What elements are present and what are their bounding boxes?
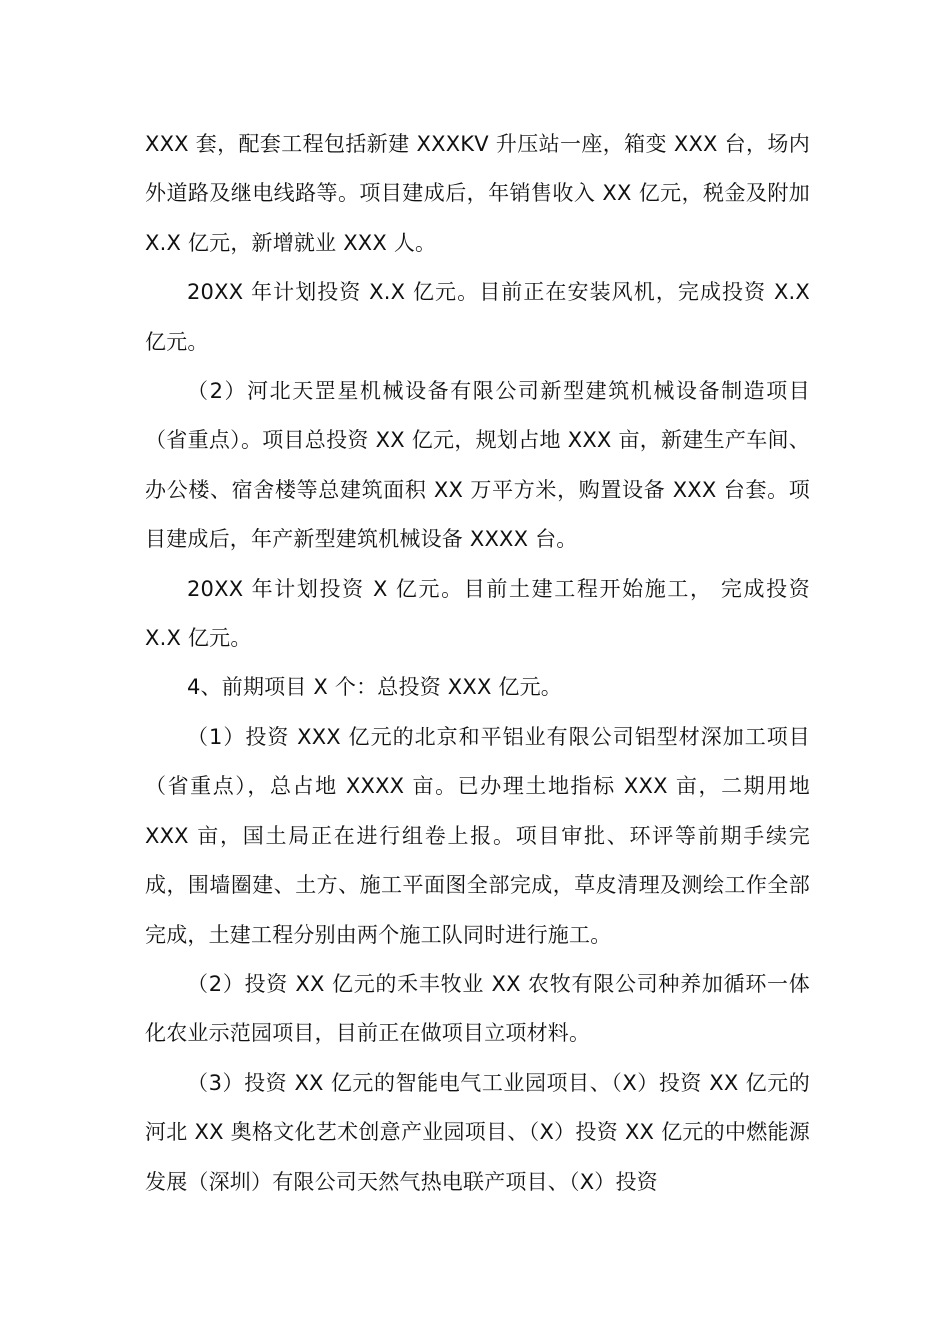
paragraph-project-summary: XXX 套，配套工程包括新建 XXXKV 升压站一座，箱变 XXX 台，场内外道路及继电线路等。项目建成后，年销售收入 XX 亿元，税金及附加 X.X 亿元，新增就业 XXX 人。 [145,132,810,255]
paragraph-project-2: （2）河北天罡星机械设备有限公司新型建筑机械设备制造项目（省重点）。项目总投资 XX 亿元，规划占地 XXX 亩，新建生产车间、办公楼、宿舍楼等总建筑面积 XX 万平方米，购置设备 XXX 台套。项目建成后，年产新型建筑机械设备 XXXX 台。 [145,379,810,552]
paragraph-preliminary-project-3: （3）投资 XX 亿元的智能电气工业园项目、（X）投资 XX 亿元的河北 XX 奥格文化艺术创意产业园项目、（X）投资 XX 亿元的中燃能源发展（深圳）有限公司天然气热电联产项目、（X）投资 [145,1070,810,1194]
paragraph-preliminary-project-2: （2）投资 XX 亿元的禾丰牧业 XX 农牧有限公司种养加循环一体化农业示范园项目，目前正在做项目立项材料。 [145,971,810,1046]
paragraph-preliminary-project-1: （1）投资 XXX 亿元的北京和平铝业有限公司铝型材深加工项目（省重点），总占地 XXXX 亩。已办理土地指标 XXX 亩，二期用地 XXX 亩，国土局正在进行组卷上报。项目审批、环评等前期手续完成，围墙圈建、土方、施工平面图全部完成，草皮清理及测绘工作全部完成，土建工程分别由两个施工队同时进行施工。 [145,724,810,947]
paragraph-investment-plan-1: 20XX 年计划投资 X.X 亿元。目前正在安装风机，完成投资 X.X 亿元。 [145,280,810,354]
section-heading-preliminary-projects: 4、前期项目 X 个：总投资 XXX 亿元。 [187,675,563,700]
paragraph-investment-plan-2: 20XX 年计划投资 X 亿元。目前土建工程开始施工， 完成投资 X.X 亿元。 [145,576,810,651]
document-body [145,120,810,1207]
